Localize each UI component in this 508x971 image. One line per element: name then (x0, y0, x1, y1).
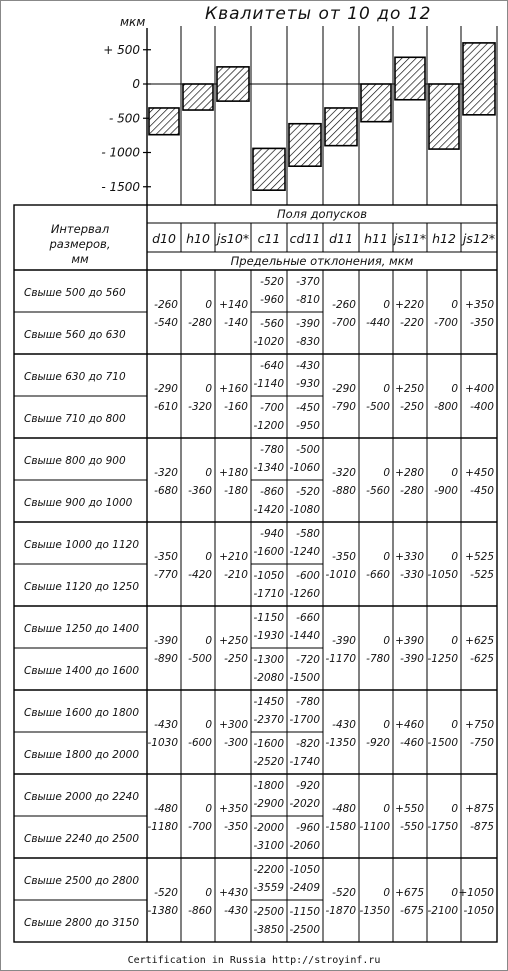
upper-deviation: 0 (451, 803, 458, 815)
tolerance-field-d11 (325, 108, 357, 146)
size-interval: Свыше 1250 до 1400 (24, 623, 140, 635)
deviation-value: -780 (260, 444, 284, 456)
size-interval: Свыше 2240 до 2500 (24, 833, 140, 845)
deviation-value: -1420 (253, 504, 284, 516)
upper-deviation: -390 (332, 635, 356, 647)
upper-deviation: +220 (395, 299, 424, 311)
upper-deviation: -350 (332, 551, 356, 563)
upper-deviation: +1050 (458, 887, 494, 899)
lower-deviation: -180 (224, 485, 248, 497)
y-tick-label: 0 (132, 77, 140, 91)
lower-deviation: -280 (188, 317, 212, 329)
upper-deviation: 0 (451, 299, 458, 311)
interval-header: мм (71, 252, 89, 266)
lower-deviation: -1580 (325, 821, 356, 833)
size-interval: Свыше 800 до 900 (24, 455, 126, 467)
lower-deviation: -1030 (147, 737, 178, 749)
deviation-value: -820 (296, 738, 320, 750)
y-axis-unit: мкм (120, 15, 146, 29)
upper-deviation: +675 (395, 887, 424, 899)
upper-deviation: -290 (154, 383, 178, 395)
deviation-value: -2020 (289, 798, 320, 810)
upper-deviation: 0 (205, 887, 212, 899)
deviation-value: -2409 (289, 882, 320, 894)
size-interval: Свыше 1120 до 1250 (24, 581, 140, 593)
deviation-value: -2200 (253, 864, 284, 876)
deviation-value: -580 (296, 528, 320, 540)
deviation-value: -370 (296, 276, 320, 288)
deviation-value: -1150 (289, 906, 320, 918)
tolerance-field-c11 (253, 148, 285, 190)
upper-deviation: +350 (465, 299, 494, 311)
deviation-value: -1060 (289, 462, 320, 474)
deviation-value: -920 (296, 780, 320, 792)
lower-deviation: -1100 (359, 821, 390, 833)
deviation-value: -2500 (289, 924, 320, 936)
upper-deviation: +210 (219, 551, 248, 563)
upper-deviation: 0 (383, 887, 390, 899)
upper-deviation: +390 (395, 635, 424, 647)
column-header-cd11: cd11 (289, 231, 321, 246)
upper-deviation: +250 (395, 383, 424, 395)
deviation-value: -780 (296, 696, 320, 708)
deviation-value: -860 (260, 486, 284, 498)
fields-header: Поля допусков (276, 207, 368, 221)
deviations-header: Предельные отклонения, мкм (230, 254, 414, 268)
lower-deviation: -280 (400, 485, 424, 497)
lower-deviation: -560 (366, 485, 390, 497)
lower-deviation: -1170 (325, 653, 356, 665)
deviation-value: -2080 (253, 672, 284, 684)
deviation-value: -660 (296, 612, 320, 624)
tolerance-field-h11 (361, 84, 391, 122)
deviation-value: -2900 (253, 798, 284, 810)
deviation-value: -1600 (253, 738, 284, 750)
y-tick-label: + 500 (103, 42, 140, 57)
lower-deviation: -1350 (325, 737, 356, 749)
deviation-value: -1500 (289, 672, 320, 684)
upper-deviation: +750 (465, 719, 494, 731)
size-interval: Свыше 2500 до 2800 (24, 875, 140, 887)
lower-deviation: -350 (470, 317, 494, 329)
tolerance-field-h10 (183, 84, 213, 110)
page-title: Квалитеты от 10 до 12 (205, 4, 432, 24)
deviation-value: -720 (296, 654, 320, 666)
lower-deviation: -400 (470, 401, 494, 413)
upper-deviation: +250 (219, 635, 248, 647)
deviation-value: -930 (296, 378, 320, 390)
size-interval: Свыше 1600 до 1800 (24, 707, 140, 719)
upper-deviation: -390 (154, 635, 178, 647)
lower-deviation: -800 (434, 401, 458, 413)
column-header-d11: d11 (329, 231, 353, 246)
lower-deviation: -1050 (427, 569, 458, 581)
lower-deviation: -220 (400, 317, 424, 329)
upper-deviation: -480 (332, 803, 356, 815)
deviation-value: -3559 (253, 882, 284, 894)
lower-deviation: -440 (366, 317, 390, 329)
deviation-value: -520 (296, 486, 320, 498)
lower-deviation: -860 (188, 905, 212, 917)
size-interval: Свыше 1400 до 1600 (24, 665, 140, 677)
deviation-value: -1440 (289, 630, 320, 642)
interval-header: размеров, (49, 237, 111, 251)
size-interval: Свыше 500 до 560 (24, 287, 126, 299)
size-interval: Свыше 2000 до 2240 (24, 791, 140, 803)
deviation-value: -810 (296, 294, 320, 306)
deviation-value: -1700 (289, 714, 320, 726)
lower-deviation: -1500 (427, 737, 458, 749)
deviation-value: -2060 (289, 840, 320, 852)
upper-deviation: 0 (451, 635, 458, 647)
y-tick-label: - 1500 (101, 179, 140, 194)
upper-deviation: 0 (383, 719, 390, 731)
upper-deviation: -430 (332, 719, 356, 731)
lower-deviation: -430 (224, 905, 248, 917)
lower-deviation: -1010 (325, 569, 356, 581)
upper-deviation: +460 (395, 719, 424, 731)
column-header-h12: h12 (432, 231, 456, 246)
lower-deviation: -1050 (463, 905, 494, 917)
lower-deviation: -525 (470, 569, 494, 581)
upper-deviation: -520 (332, 887, 356, 899)
upper-deviation: 0 (205, 803, 212, 815)
lower-deviation: -780 (366, 653, 390, 665)
upper-deviation: -260 (332, 299, 356, 311)
lower-deviation: -770 (154, 569, 178, 581)
deviation-value: -600 (296, 570, 320, 582)
lower-deviation: -920 (366, 737, 390, 749)
lower-deviation: -1750 (427, 821, 458, 833)
deviation-value: -1340 (253, 462, 284, 474)
lower-deviation: -680 (154, 485, 178, 497)
lower-deviation: -350 (224, 821, 248, 833)
deviation-value: -520 (260, 276, 284, 288)
deviation-value: -1140 (253, 378, 284, 390)
size-interval: Свыше 560 до 630 (24, 329, 126, 341)
lower-deviation: -540 (154, 317, 178, 329)
deviation-value: -1600 (253, 546, 284, 558)
upper-deviation: 0 (205, 551, 212, 563)
lower-deviation: -660 (366, 569, 390, 581)
deviation-value: -700 (260, 402, 284, 414)
lower-deviation: -1350 (359, 905, 390, 917)
upper-deviation: +875 (465, 803, 494, 815)
tolerance-field-d10 (149, 108, 179, 135)
lower-deviation: -880 (332, 485, 356, 497)
lower-deviation: -750 (470, 737, 494, 749)
deviation-value: -1260 (289, 588, 320, 600)
column-header-d10: d10 (152, 231, 176, 246)
size-interval: Свыше 900 до 1000 (24, 497, 133, 509)
upper-deviation: -350 (154, 551, 178, 563)
lower-deviation: -2100 (427, 905, 458, 917)
upper-deviation: 0 (383, 635, 390, 647)
deviation-value: -560 (260, 318, 284, 330)
upper-deviation: 0 (383, 551, 390, 563)
lower-deviation: -900 (434, 485, 458, 497)
upper-deviation: 0 (383, 467, 390, 479)
deviation-value: -950 (296, 420, 320, 432)
lower-deviation: -390 (400, 653, 424, 665)
lower-deviation: -460 (400, 737, 424, 749)
lower-deviation: -250 (400, 401, 424, 413)
deviation-value: -3100 (253, 840, 284, 852)
lower-deviation: -500 (188, 653, 212, 665)
upper-deviation: +300 (219, 719, 248, 731)
lower-deviation: -140 (224, 317, 248, 329)
deviation-value: -430 (296, 360, 320, 372)
lower-deviation: -320 (188, 401, 212, 413)
upper-deviation: 0 (451, 467, 458, 479)
y-tick-label: - 1000 (101, 145, 140, 160)
upper-deviation: +430 (219, 887, 248, 899)
upper-deviation: 0 (383, 299, 390, 311)
upper-deviation: 0 (451, 383, 458, 395)
deviation-value: -1740 (289, 756, 320, 768)
lower-deviation: -360 (188, 485, 212, 497)
column-header-h10: h10 (186, 231, 210, 246)
upper-deviation: 0 (205, 383, 212, 395)
deviation-value: -390 (296, 318, 320, 330)
lower-deviation: -675 (400, 905, 424, 917)
upper-deviation: -290 (332, 383, 356, 395)
upper-deviation: +625 (465, 635, 494, 647)
size-interval: Свыше 710 до 800 (24, 413, 126, 425)
upper-deviation: +140 (219, 299, 248, 311)
lower-deviation: -500 (366, 401, 390, 413)
deviation-value: -450 (296, 402, 320, 414)
deviation-value: -1050 (253, 570, 284, 582)
deviation-value: -960 (260, 294, 284, 306)
deviation-value: -1300 (253, 654, 284, 666)
lower-deviation: -790 (332, 401, 356, 413)
upper-deviation: +400 (465, 383, 494, 395)
upper-deviation: 0 (205, 635, 212, 647)
column-header-c11: c11 (257, 231, 281, 246)
upper-deviation: +180 (219, 467, 248, 479)
deviation-value: -2500 (253, 906, 284, 918)
lower-deviation: -1250 (427, 653, 458, 665)
lower-deviation: -890 (154, 653, 178, 665)
lower-deviation: -625 (470, 653, 494, 665)
deviation-value: -1800 (253, 780, 284, 792)
deviation-value: -2000 (253, 822, 284, 834)
lower-deviation: -1380 (147, 905, 178, 917)
upper-deviation: -320 (154, 467, 178, 479)
interval-header: Интервал (50, 222, 110, 236)
lower-deviation: -330 (400, 569, 424, 581)
upper-deviation: 0 (383, 383, 390, 395)
size-interval: Свыше 1800 до 2000 (24, 749, 140, 761)
deviation-value: -960 (296, 822, 320, 834)
lower-deviation: -700 (332, 317, 356, 329)
tolerance-field-js11 (395, 57, 425, 99)
upper-deviation: 0 (451, 887, 458, 899)
lower-deviation: -250 (224, 653, 248, 665)
deviation-value: -1050 (289, 864, 320, 876)
column-header-js11: js11* (393, 231, 427, 246)
lower-deviation: -700 (434, 317, 458, 329)
deviation-value: -1710 (253, 588, 284, 600)
upper-deviation: 0 (383, 803, 390, 815)
deviation-value: -1020 (253, 336, 284, 348)
upper-deviation: 0 (205, 299, 212, 311)
upper-deviation: 0 (451, 719, 458, 731)
lower-deviation: -700 (188, 821, 212, 833)
deviation-value: -1080 (289, 504, 320, 516)
column-header-js12: js12* (462, 231, 496, 246)
upper-deviation: +550 (395, 803, 424, 815)
tolerance-field-js10 (217, 67, 249, 101)
tolerance-field-js12 (463, 43, 495, 115)
upper-deviation: +450 (465, 467, 494, 479)
lower-deviation: -610 (154, 401, 178, 413)
lower-deviation: -450 (470, 485, 494, 497)
upper-deviation: +280 (395, 467, 424, 479)
lower-deviation: -300 (224, 737, 248, 749)
lower-deviation: -875 (470, 821, 494, 833)
deviation-value: -2370 (253, 714, 284, 726)
size-interval: Свыше 2800 до 3150 (24, 917, 140, 929)
upper-deviation: 0 (205, 467, 212, 479)
lower-deviation: -1870 (325, 905, 356, 917)
upper-deviation: -320 (332, 467, 356, 479)
lower-deviation: -420 (188, 569, 212, 581)
deviation-value: -830 (296, 336, 320, 348)
footer-source: Certification in Russia http://stroyinf.ru (127, 955, 381, 966)
deviation-value: -1450 (253, 696, 284, 708)
lower-deviation: -1180 (147, 821, 178, 833)
lower-deviation: -550 (400, 821, 424, 833)
deviation-value: -640 (260, 360, 284, 372)
deviation-value: -1240 (289, 546, 320, 558)
upper-deviation: 0 (451, 551, 458, 563)
upper-deviation: -480 (154, 803, 178, 815)
upper-deviation: +525 (465, 551, 494, 563)
column-header-js10: js10* (216, 231, 250, 246)
tolerance-field-cd11 (289, 124, 321, 166)
deviation-value: -1930 (253, 630, 284, 642)
lower-deviation: -160 (224, 401, 248, 413)
upper-deviation: +350 (219, 803, 248, 815)
column-header-h11: h11 (364, 231, 388, 246)
upper-deviation: -430 (154, 719, 178, 731)
tolerance-field-h12 (429, 84, 459, 149)
upper-deviation: -520 (154, 887, 178, 899)
deviation-value: -3850 (253, 924, 284, 936)
deviation-value: -2520 (253, 756, 284, 768)
upper-deviation: 0 (205, 719, 212, 731)
lower-deviation: -600 (188, 737, 212, 749)
deviation-value: -1150 (253, 612, 284, 624)
upper-deviation: +330 (395, 551, 424, 563)
lower-deviation: -210 (224, 569, 248, 581)
deviation-value: -1200 (253, 420, 284, 432)
deviation-value: -500 (296, 444, 320, 456)
size-interval: Свыше 1000 до 1120 (24, 539, 140, 551)
y-tick-label: - 500 (108, 111, 140, 126)
size-interval: Свыше 630 до 710 (24, 371, 126, 383)
upper-deviation: +160 (219, 383, 248, 395)
deviation-value: -940 (260, 528, 284, 540)
upper-deviation: -260 (154, 299, 178, 311)
